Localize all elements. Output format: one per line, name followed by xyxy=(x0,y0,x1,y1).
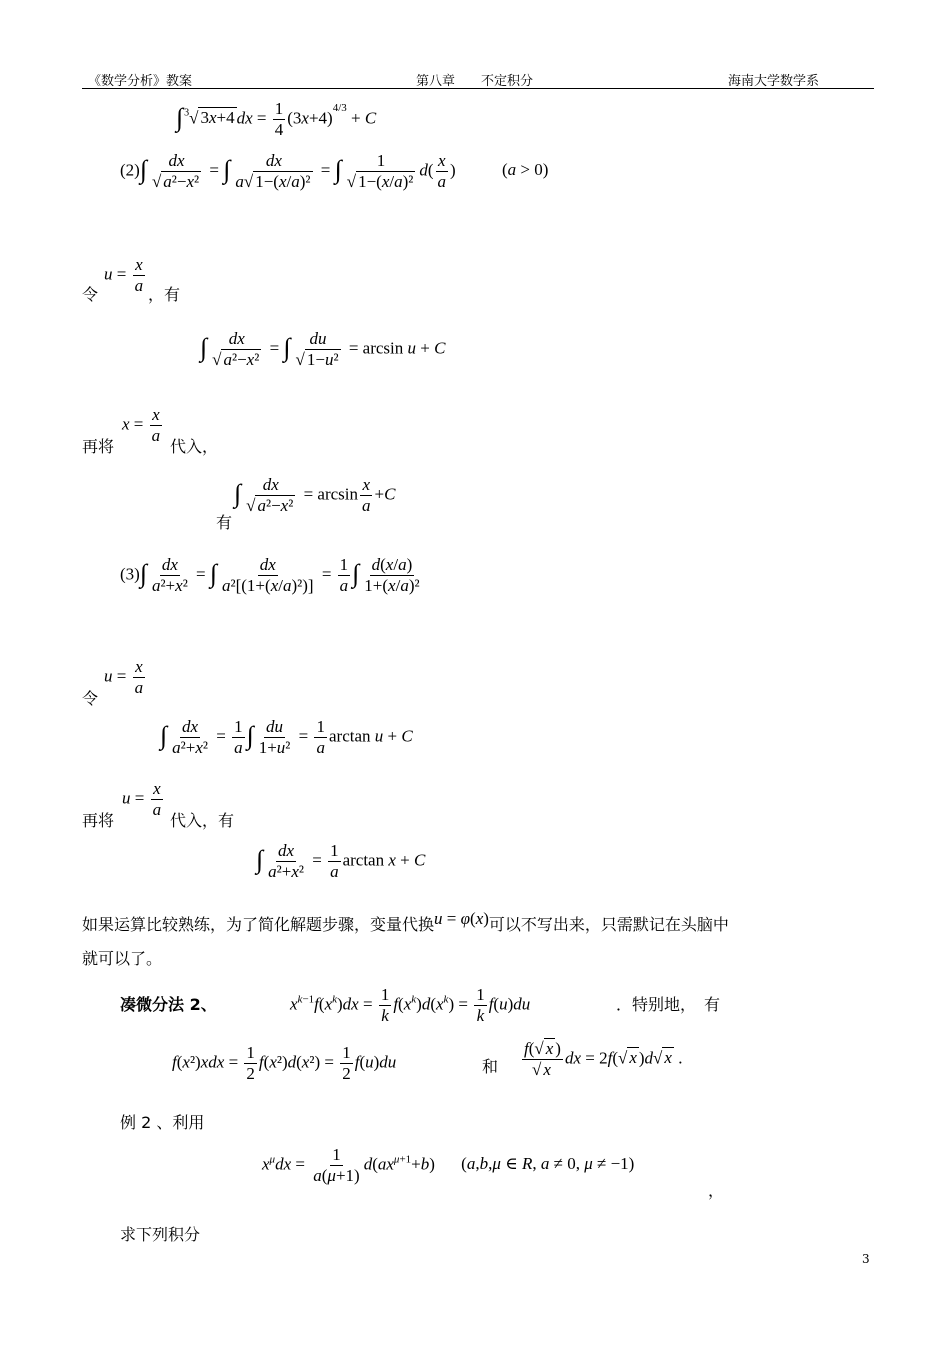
text-zaijiang-2: 再将 xyxy=(82,811,115,830)
formula-arctan-u: ∫ $\frac{dx}{\text{a²+x²}}$ = $\frac{1}{a}$ ∫ $\frac{du}{\text{1+u²}}$ = $\frac{1}{a}$ arctan u + C xyxy=(160,717,413,757)
text-you-1: ，有 xyxy=(148,285,181,304)
text-dairu-2: 代入，有 xyxy=(170,811,235,830)
text-zaijiang-1: 再将 xyxy=(82,437,115,456)
paragraph-part-a: 如果运算比较熟练，为了简化解题步骤，变量代换 xyxy=(82,915,435,934)
formula-2-arcsin-setup: (2)∫ $\frac{dx}{\text{√ a²−x²}}$ = ∫ $\frac{dx}{\text{a√ 1−(x/a)²}}$ = ∫ $\frac{1}{\text{√ 1−(x/a)²}}$ d( $\frac{x}{a}$ ) (a > 0) xyxy=(120,151,549,191)
header-center: 第八章 不定积分 xyxy=(416,74,534,89)
header-rule xyxy=(82,88,874,89)
formula-special-x2: f(x²)xdx = $\frac{1}{2}$ f(x²)d(x²) = $\frac{1}{2}$ f(u)du xyxy=(172,1043,397,1083)
header-left: 《数学分析》教案 xyxy=(88,74,193,89)
formula-u-eq-x-over-a-1: u = $\frac{x}{a}$ xyxy=(104,255,144,295)
text-ling-1: 令 xyxy=(82,285,99,304)
formula-method-2: $x^{k-1}f(x^k)dx$ = $\frac{1}{k}$ $f(x^k)d(x^k)$ = $\frac{1}{k}$ f(u)du xyxy=(290,985,531,1025)
formula-x-eq-x-over-a: x = $\frac{x}{a}$ xyxy=(122,405,161,445)
text-comma: ， xyxy=(708,1181,725,1200)
formula-3-arctan-setup: (3)∫ $\frac{dx}{\text{a²+x²}}$ = ∫ $\frac{dx}{\text{a²[(1+(x/a)²)]}}$ = $\frac{1}{a}$ ∫ $\frac{d(x/a)}{\text{1+(x/a)²}}$ xyxy=(120,555,420,595)
text-qiu: 求下列积分 xyxy=(120,1225,201,1244)
formula-arctan-x: ∫ $\frac{dx}{\text{a²+x²}}$ = $\frac{1}{a}$ arctan x + C xyxy=(256,841,426,881)
formula-u-eq-phi-x: u = φ(x) xyxy=(434,909,489,928)
paragraph-line-1 xyxy=(82,909,729,935)
text-you-2: 有 xyxy=(216,513,233,532)
paragraph-part-b: 可以不写出来，只需默记在头脑中 xyxy=(488,915,729,934)
formula-special-sqrt: $\frac{f(√ x )}{√ x}$ dx = 2f(√ x )d√ x . xyxy=(524,1039,683,1079)
formula-example-2: $x^\mu dx$ = $\frac{1}{a(\mu+1)}$ $d(ax^{\mu+1}+b)$ (a,b,μ ∈ R, a ≠ 0, μ ≠ −1) xyxy=(262,1145,635,1185)
paragraph-line-2: 就可以了。 xyxy=(82,949,163,968)
formula-arcsin-u: ∫ $\frac{dx}{\text{√ a²−x²}}$ = ∫ $\frac{du}{\text{√ 1−u²}}$ = arcsin u + C xyxy=(200,329,446,369)
formula-cube-root-integral: ∫$^3$√ 3x+4 dx = $\frac{1}{4}$ $(3x+4)^{4/3} + C$ xyxy=(176,99,377,139)
text-dairu-1: 代入， xyxy=(170,437,219,456)
method-title: 凑微分法 2、 xyxy=(120,995,217,1014)
text-example-2: 例 2 、利用 xyxy=(120,1113,205,1132)
text-tebie: ．特别地， 有 xyxy=(616,995,721,1014)
page-number: 3 xyxy=(862,1252,870,1266)
formula-u-eq-x-over-a-2: u = $\frac{x}{a}$ xyxy=(104,657,144,697)
header-right: 海南大学数学系 xyxy=(728,74,820,89)
text-ling-2: 令 xyxy=(82,689,99,708)
formula-u-eq-x-over-a-3: u = $\frac{x}{a}$ xyxy=(122,779,162,819)
formula-arcsin-x-over-a: ∫ $\frac{dx}{\text{√ a²−x²}}$ = arcsin $\frac{x}{a}$ +C xyxy=(234,475,396,515)
text-he: 和 xyxy=(482,1057,499,1076)
